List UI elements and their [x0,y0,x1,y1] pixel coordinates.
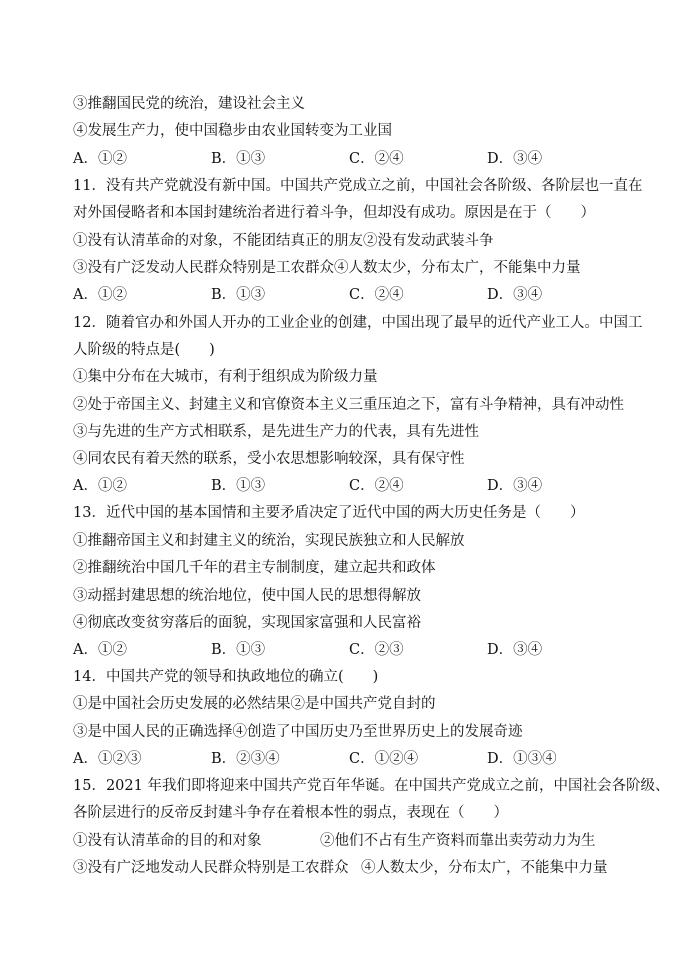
option-b: B．①③ [211,642,266,658]
option-a: A．①② [73,642,127,658]
option-d: D．③④ [487,287,543,303]
q12-stem-line1: 12．随着官办和外国人开办的工业企业的创建，中国出现了最早的近代产业工人。中国工 [73,315,643,331]
q12-item-1: ①集中分布在大城市，有利于组织成为阶级力量 [73,369,378,385]
q15-item-3: ③没有广泛地发动人民群众特别是工农群众 [73,860,349,876]
option-c: C．②④ [349,151,404,167]
q12-stem-line2: 人阶级的特点是( ) [73,342,215,358]
q12-item-2: ②处于帝国主义、封建主义和官僚资本主义三重压迫之下，富有斗争精神，具有冲动性 [73,397,624,413]
q12-item-4: ④同农民有着天然的联系，受小农思想影响较深，具有保守性 [73,451,465,467]
option-b: B．①③ [211,151,266,167]
q11-stem-line1: 11．没有共产党就没有新中国。中国共产党成立之前，中国社会各阶级、各阶层也一直在 [73,178,643,194]
q13-item-2: ②推翻统治中国几千年的君主专制制度，建立起共和政体 [73,560,436,576]
q13-item-1: ①推翻帝国主义和封建主义的统治，实现民族独立和人民解放 [73,533,465,549]
prev-item-4: ④发展生产力，使中国稳步由农业国转变为工业国 [73,123,392,139]
q15-items-row2 [73,858,608,878]
option-a: A．①② [73,478,127,494]
q14-item-line1: ①是中国社会历史发展的必然结果②是中国共产党自封的 [73,696,436,712]
q15-stem-line1: 15．2021 年我们即将迎来中国共产党百年华诞。在中国共产党成立之前，中国社会各阶级、 [73,778,670,794]
option-b: B．②③④ [211,751,280,767]
q14-item-line2: ③是中国人民的正确选择④创造了中国历史乃至世界历史上的发展奇迹 [73,724,523,740]
q14-stem: 14．中国共产党的领导和执政地位的确立( ) [73,669,379,685]
option-d: D．①③④ [487,751,557,767]
q15-stem-line2: 各阶层进行的反帝反封建斗争存在着根本性的弱点，表现在（ ） [73,805,508,821]
option-d: D．③④ [487,478,543,494]
option-a: A．①② [73,287,127,303]
option-c: C．②④ [349,287,404,303]
option-c: C．②③ [349,642,404,658]
q11-stem-line2: 对外国侵略者和本国封建统治者进行着斗争，但却没有成功。原因是在于（ ） [73,205,595,221]
q11-item-line1: ①没有认清革命的对象，不能团结真正的朋友②没有发动武装斗争 [73,233,494,249]
option-b: B．①③ [211,287,266,303]
q11-item-line2: ③没有广泛发动人民群众特别是工农群众④人数太少，分布太广，不能集中力量 [73,260,581,276]
q13-item-4: ④彻底改变贫穷落后的面貌，实现国家富强和人民富裕 [73,615,421,631]
option-d: D．③④ [487,642,543,658]
q15-item-4: ④人数太少，分布太广，不能集中力量 [361,860,608,876]
q12-item-3: ③与先进的生产方式相联系，是先进生产力的代表，具有先进性 [73,424,479,440]
option-d: D．③④ [487,151,543,167]
option-c: C．②④ [349,478,404,494]
q15-item-1: ①没有认清革命的目的和对象 [73,833,262,849]
option-b: B．①③ [211,478,266,494]
q13-stem: 13．近代中国的基本国情和主要矛盾决定了近代中国的两大历史任务是（ ） [73,505,585,521]
option-c: C．①②④ [349,751,419,767]
option-a: A．①② [73,151,127,167]
prev-item-3: ③推翻国民党的统治，建设社会主义 [73,96,305,112]
option-a: A．①②③ [73,751,142,767]
q13-item-3: ③动摇封建思想的统治地位，使中国人民的思想得解放 [73,588,421,604]
q15-items-row1 [73,831,596,851]
q15-item-2: ②他们不占有生产资料而靠出卖劳动力为生 [320,833,596,849]
